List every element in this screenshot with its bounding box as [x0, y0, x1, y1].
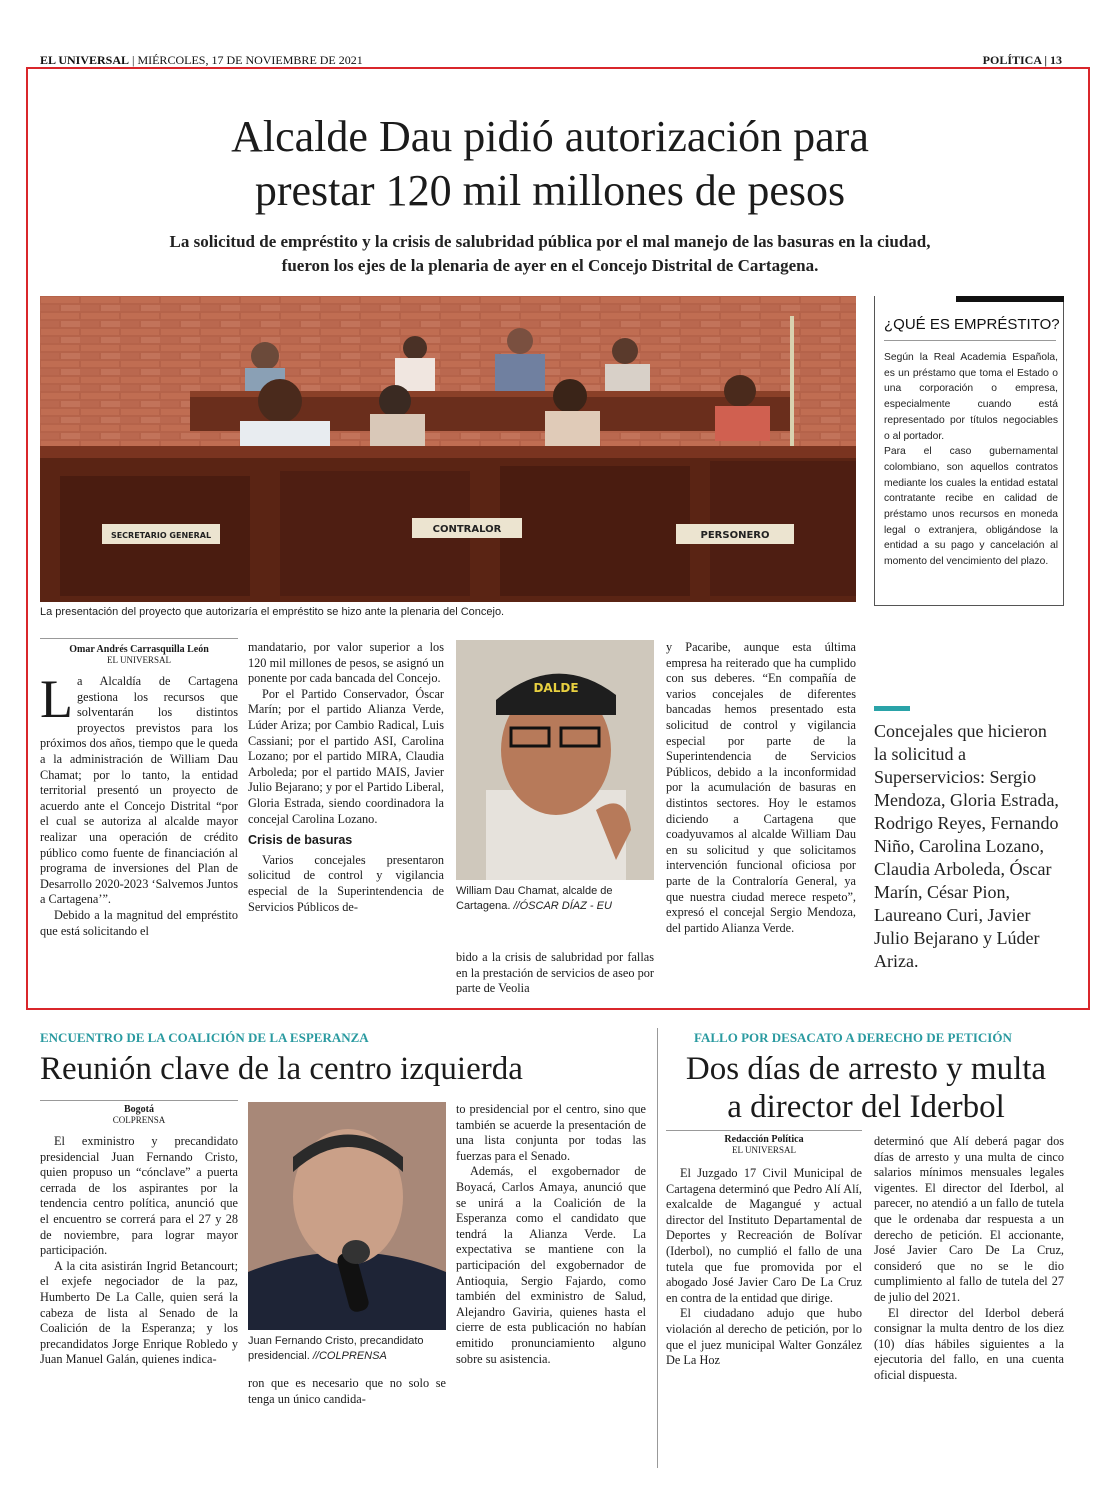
mayor-photo [456, 640, 654, 880]
sidebar-divider [884, 340, 1056, 341]
page-header-right: POLÍTICA | 13 [982, 53, 1062, 67]
article-divider [657, 1028, 658, 1468]
cap-lettering: DALDE [533, 681, 579, 695]
page-number: 13 [1050, 53, 1062, 67]
contralor-sign: CONTRALOR [432, 524, 502, 535]
article2-column-2: ron que es necesario que no solo se tenga un único candida- [248, 1376, 446, 1406]
main-column-2: mandatario, por valor superior a los 120 mil millones de pesos, se asignó un ponente por cada bancada del Concejo. Por el Partido Conservador, Óscar Marín; por el partido Alianza Verde, Lúder Ariza; por Cambio Radical, Luis Cassiani; por el partido ASI, Carolina Lozano; por el partido MIRA, Claudia Arboleda; por el partido MAIS, Javier Julio Bejarano; y por el Partido Liberal, Gloria Estrada, siendo coordinadora la concejal Carolina Lozano. Crisis de basuras Varios concejales presentaron solicitud de control y vigilancia especial de la Superintendencia de Servicios Públicos de- [248, 640, 444, 914]
byline-outlet: EL UNIVERSAL [107, 655, 171, 665]
newspaper-name: EL UNIVERSAL [40, 53, 130, 67]
article2-byline-rule [40, 1100, 238, 1101]
article2-headline: Reunión clave de la centro izquierda [40, 1051, 523, 1087]
article2-byline: Bogotá COLPRENSA [112, 1104, 166, 1125]
byline-author: Omar Andrés Carrasquilla León [69, 644, 209, 655]
article3-column-2: determinó que Alí deberá pagar dos días de arresto y una multa de cinco salarios mínimos mensuales legales vigentes. El director del Iderbol, al parecer, no atendió a un fallo de tutela que le ordenaba dar respuesta a un derecho de petición. El accionante, José Javier Caro De La Cruz, consideró que no se le dio cumplimiento al fallo de tutela del 27 de julio del 2021. El director del Iderbol deberá consignar la multa dentro de los diez (10) días hábiles siguientes a la ejecutoria del fallo, en una cuenta oficial dispuesta. [874, 1134, 1064, 1382]
byline-rule [40, 638, 238, 639]
article3-column-1: El Juzgado 17 Civil Municipal de Cartagena determinó que Pedro Alí Alí, exalcalde de Magangué y actual director del Instituto Departamental de Deportes y Recreación de Bolívar (Iderbol), no cumplió el fallo de una tutela que fue promovida por el abogado José Javier Caro De La Cruz en contra de la entidad que dirige. El ciudadano adujo que hubo violación al derecho de petición, por lo que el juez municipal Walter González De La Hoz [666, 1166, 862, 1368]
section-name: POLÍTICA [982, 53, 1042, 67]
cristo-photo [248, 1102, 446, 1330]
issue-date: MIÉRCOLES, 17 DE NOVIEMBRE DE 2021 [137, 53, 363, 67]
main-column-1: L a Alcaldía de Cartagena gestiona los recursos que solventarán los distintos proyectos previstos para los próximos dos años, tiempo que le queda a la administración de William Dau Chamat; por lo tanto, la entidad territorial presentó un proyecto de acuerdo ante el Concejo Distrital “por el cual se autoriza al alcalde mayor realizar una operación de crédito público como fuente de financiación al programa de inversiones del Plan de Desarrollo 2020-2023 ‘Salvemos Juntos a Cartagena’”. Debido a la magnitud del empréstito que está solicitando el [40, 674, 238, 938]
cristo-photo-caption: Juan Fernando Cristo, precandidato presidencial. //COLPRENSA [248, 1335, 424, 1362]
article3-kicker: FALLO POR DESACATO A DERECHO DE PETICIÓN [694, 1030, 1012, 1045]
page-header-left: EL UNIVERSAL | MIÉRCOLES, 17 DE NOVIEMBRE DE 2021 [40, 53, 363, 67]
crisis-subhead: Crisis de basuras [248, 833, 353, 848]
sidebar-title: ¿QUÉ ES EMPRÉSTITO? [884, 316, 1060, 333]
main-column-3: bido a la crisis de salubridad por fallas en la prestación de servicios de aseo por parte de Veolia [456, 950, 654, 996]
secretario-general-sign: SECRETARIO GENERAL [110, 531, 212, 540]
main-photo-caption: La presentación del proyecto que autorizaría el empréstito se hizo ante la plenaria del Concejo. [40, 606, 505, 618]
council-plenary-photo [40, 296, 856, 602]
article2-kicker: ENCUENTRO DE LA COALICIÓN DE LA ESPERANZA [40, 1030, 369, 1045]
main-column-4: y Pacaribe, aunque esta última empresa ha reiterado que ha cumplido con sus deberes. “En compañía de varios concejales de diferentes bancadas hemos presentado esta solicitud de control y vigilancia especial por parte de la Superintendencia de Servicios Públicos, debido a la inconformidad por la acumulación de basuras en distintos sectores. Hoy le estamos diciendo a Cartagena que coadyuvamos al alcalde William Dau en su solicitud y que solicitamos intervención funcional oficiosa por parte de la Contraloría General, ya que nuestra ciudad merece respeto”, expresó el concejal Sergio Mendoza, del partido Alianza Verde. [666, 640, 856, 935]
sidebar-accent-bar [956, 296, 1064, 302]
main-subheadline: La solicitud de empréstito y la crisis de salubridad pública por el mal manejo de las basuras en la ciudad, fueron los ejes de la plenaria de ayer en el Concejo Distrital de Cartagena. [169, 232, 931, 275]
pull-quote-accent [874, 706, 910, 711]
article2-column-3: to presidencial por el centro, sino que también se acuerde la presentación de una lista conjunta por todas las fuerzas para el Senado. Además, el exgobernador de Boyacá, Carlos Amaya, anunció que se unirá a la Coalición de la Esperanza como el candidato que tendrá la Alianza Verde. La expectativa se mantiene con la participación del exgobernador de Antioquia, Sergio Fajardo, como también del exministro de Salud, Alejandro Gaviria, quienes hasta el cierre de esta publicación no habían emitido pronunciamiento alguno sobre su asistencia. [456, 1102, 646, 1366]
article3-byline: Redacción Política EL UNIVERSAL [724, 1134, 804, 1155]
mayor-photo-caption: William Dau Chamat, alcalde de Cartagena. //ÓSCAR DÍAZ - EU [456, 885, 613, 912]
pull-quote: Concejales que hicieron la solicitud a Superservicios: Sergio Mendoza, Gloria Estrada, Rodrigo Reyes, Fernando Niño, Carolina Lozano, Claudia Arboleda, Óscar Marín, César Pion, Laureano Curi, Javier Julio Bejarano y Lúder Ariza. [874, 721, 1059, 971]
article2-column-1: El exministro y precandidato presidencial Juan Fernando Cristo, quien propuso un “cónclave” a puerta cerrada de los aspirantes por la tendencia centro política, anunció que el encuentro se correrá para el 27 y 28 de noviembre, para lograr mayor participación. A la cita asistirán Ingrid Betancourt; el exjefe negociador de la paz, Humberto De La Calle, quien será la cabeza de lista al Senado de la Coalición de la Esperanza; y los precandidatos Jorge Enrique Robledo y Juan Manuel Galán, quienes indica- [40, 1134, 238, 1367]
main-headline: Alcalde Dau pidió autorización para prestar 120 mil millones de pesos [231, 112, 869, 215]
article3-headline: Dos días de arresto y multa a director del Iderbol [685, 1051, 1047, 1125]
personero-sign: PERSONERO [700, 530, 770, 541]
main-byline [40, 644, 238, 665]
sidebar-body: Según la Real Academia Española, es un préstamo que toma el Estado o una corporación o empresa, especialmente cuando está representado por títulos negociables o al portador. Para el caso gubernamental colombiano, son aquellos contratos mediante los cuales la entidad estatal contratante recibe en calidad de préstamo unos recursos en moneda legal o extranjera, obligándose la entidad a su pago y cancelación al momento del vencimiento del plazo. [884, 352, 1058, 568]
drop-cap: L [40, 674, 73, 729]
article3-byline-rule [666, 1130, 862, 1131]
